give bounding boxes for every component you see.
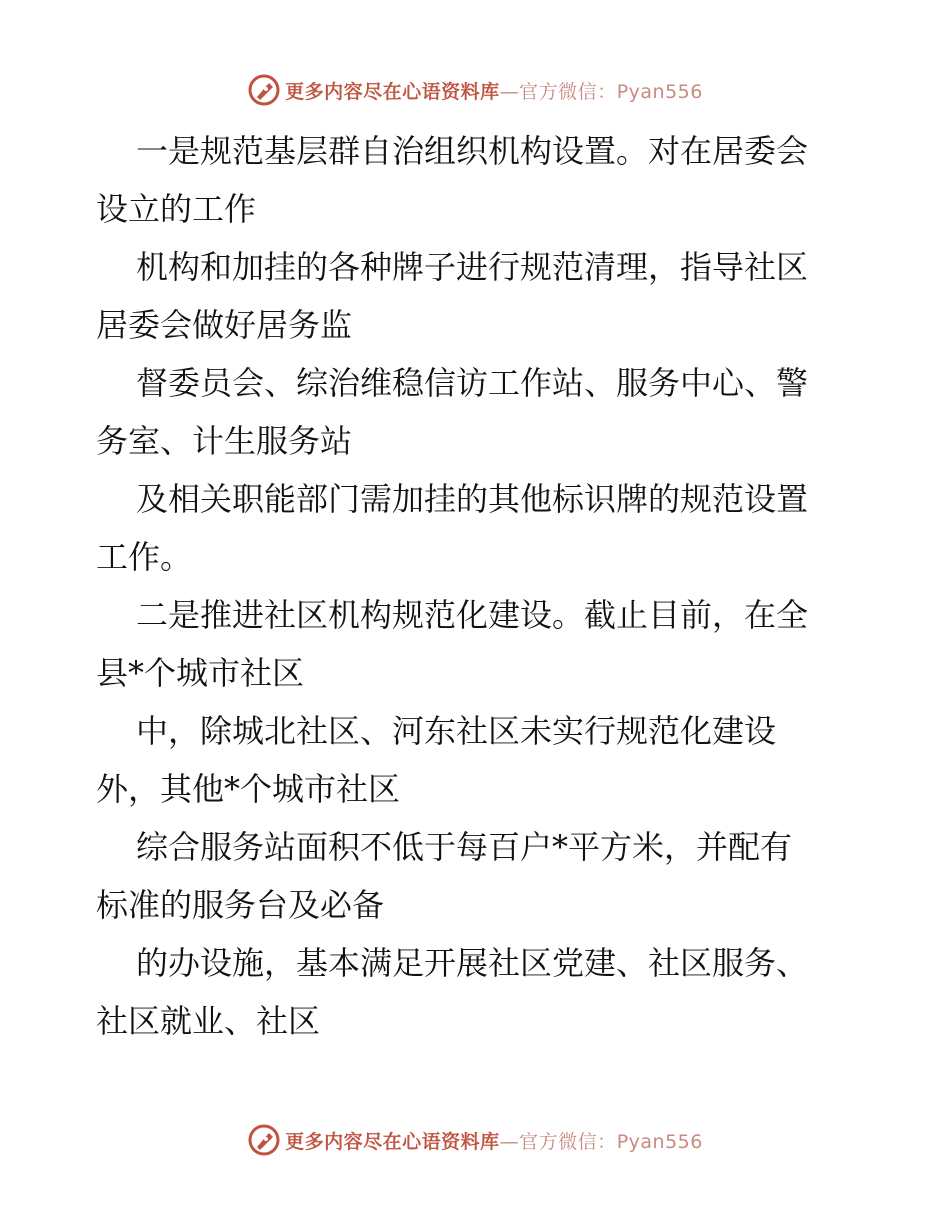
paragraph-line: 外，其他*个城市社区 xyxy=(96,770,401,808)
paragraph-line: 综合服务站面积不低于每百户*平方米，并配有 xyxy=(136,828,793,866)
footer-watermark-banner xyxy=(0,1120,950,1160)
footer-wechat-id: Pyan556 xyxy=(616,1130,703,1153)
paragraph xyxy=(96,934,866,1050)
footer-brand-text: 更多内容尽在心语资料库 xyxy=(285,1130,500,1153)
footer-wechat-label: 官方微信： xyxy=(519,1130,617,1153)
paragraph-line: 县*个城市社区 xyxy=(96,654,305,692)
footer-banner-text xyxy=(285,1127,703,1154)
header-watermark-banner xyxy=(0,70,950,110)
document-body xyxy=(96,122,866,1050)
pen-nib-logo-icon xyxy=(247,73,281,107)
paragraph xyxy=(96,702,866,818)
paragraph-line: 一是规范基层群自治组织机构设置。对在居委会 xyxy=(136,132,809,170)
paragraph xyxy=(96,238,866,354)
header-wechat-id: Pyan556 xyxy=(616,80,703,103)
paragraph xyxy=(96,818,866,934)
paragraph xyxy=(96,354,866,470)
paragraph-line: 机构和加挂的各种牌子进行规范清理，指导社区 xyxy=(136,248,809,286)
paragraph-line: 标准的服务台及必备 xyxy=(96,886,385,924)
header-dash: — xyxy=(499,80,520,103)
paragraph-line: 的办设施，基本满足开展社区党建、社区服务、 xyxy=(136,944,809,982)
header-wechat-label: 官方微信： xyxy=(519,80,617,103)
paragraph-line: 及相关职能部门需加挂的其他标识牌的规范设置 xyxy=(136,480,809,518)
paragraph-line: 工作。 xyxy=(96,538,193,576)
header-banner-text xyxy=(285,77,703,104)
paragraph xyxy=(96,470,866,586)
paragraph xyxy=(96,586,866,702)
paragraph-line: 督委员会、综治维稳信访工作站、服务中心、警 xyxy=(136,364,809,402)
paragraph-line: 二是推进社区机构规范化建设。截止目前，在全 xyxy=(136,596,809,634)
paragraph xyxy=(96,122,866,238)
paragraph-line: 务室、计生服务站 xyxy=(96,422,353,460)
paragraph-line: 设立的工作 xyxy=(96,190,257,228)
paragraph-line: 居委会做好居务监 xyxy=(96,306,353,344)
paragraph-line: 中，除城北社区、河东社区未实行规范化建设 xyxy=(136,712,777,750)
paragraph-line: 社区就业、社区 xyxy=(96,1002,321,1040)
pen-nib-logo-icon xyxy=(247,1123,281,1157)
header-brand-text: 更多内容尽在心语资料库 xyxy=(285,80,500,103)
footer-dash: — xyxy=(499,1130,520,1153)
